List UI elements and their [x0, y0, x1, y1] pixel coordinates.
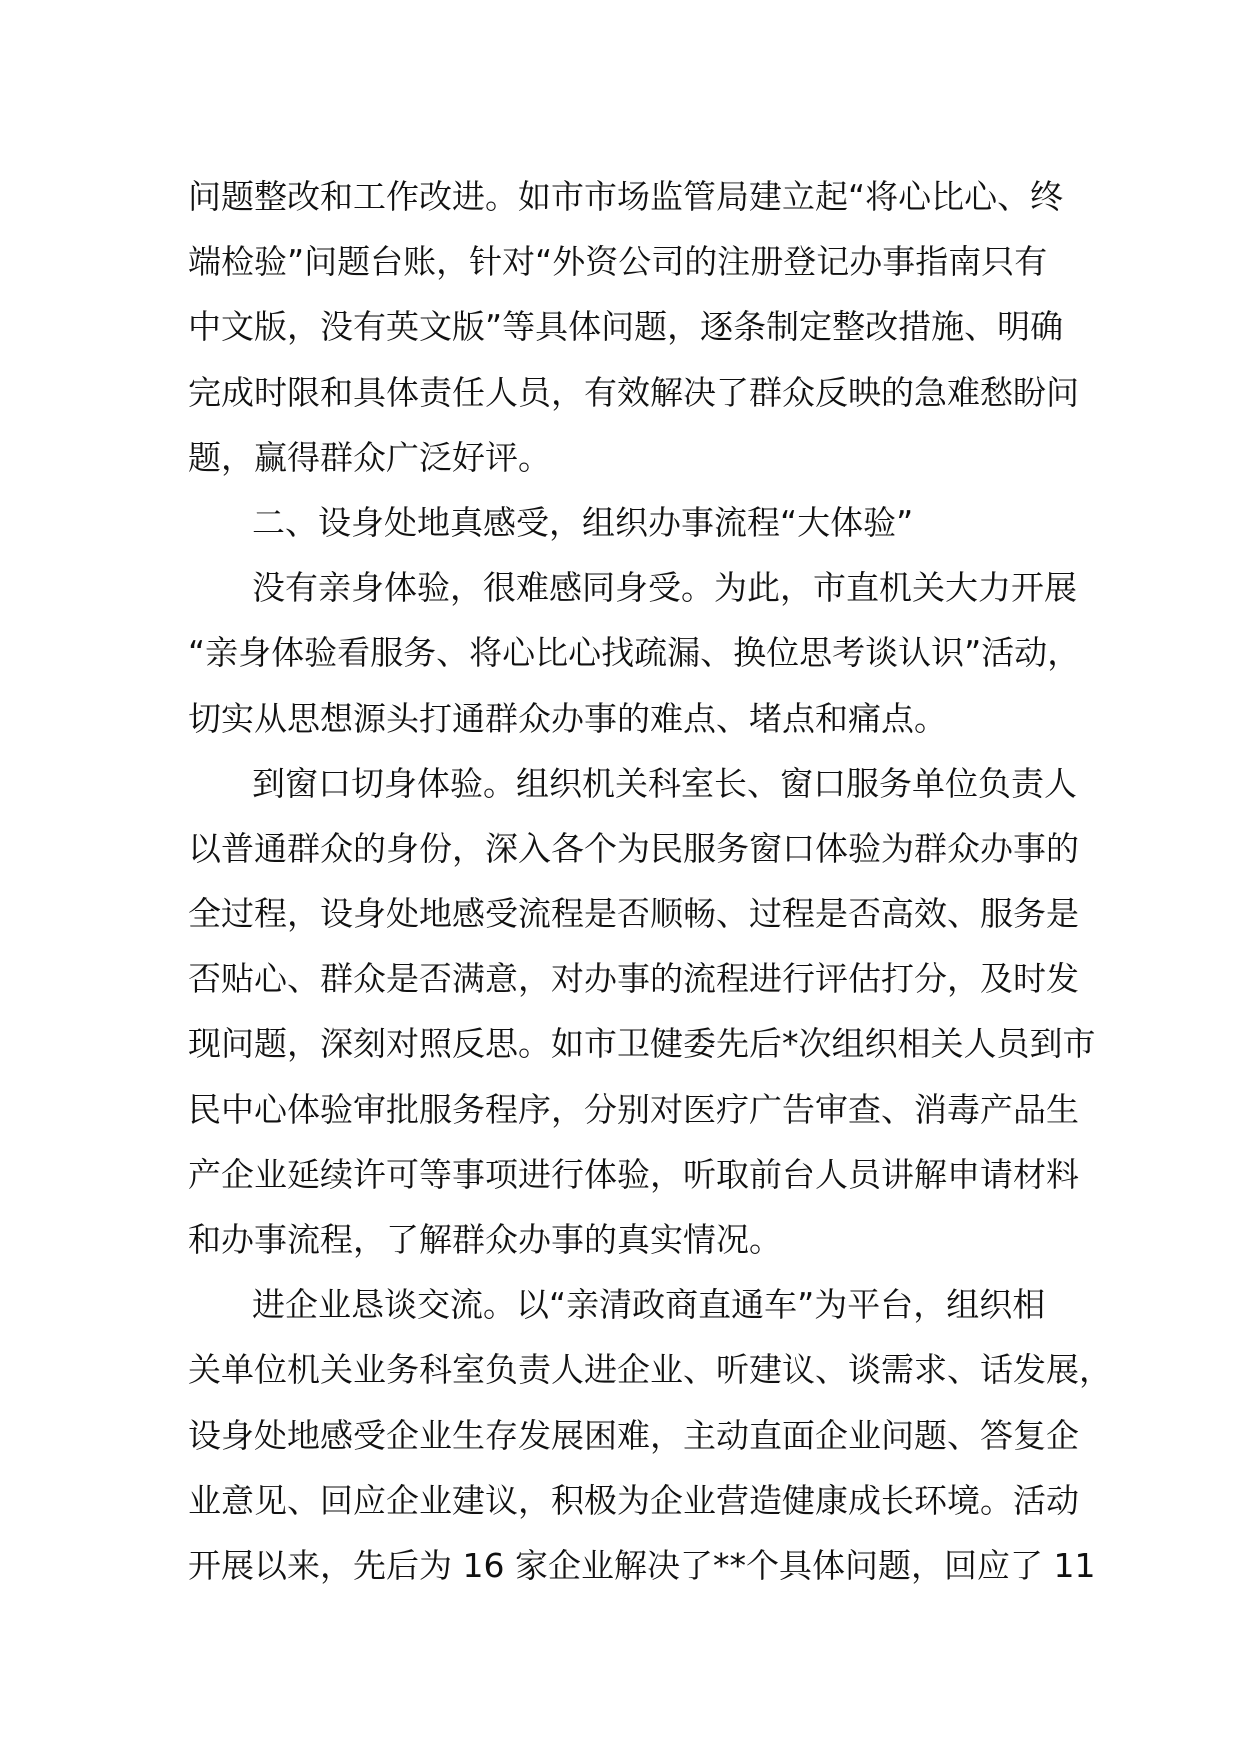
- text-line: 完成时限和具体责任人员，有效解决了群众反映的急难愁盼问: [188, 372, 1079, 412]
- text-line: 否贴心、群众是否满意，对办事的流程进行评估打分，及时发: [188, 959, 1079, 999]
- text-line: 业意见、回应企业建议，积极为企业营造健康成长环境。活动: [188, 1480, 1079, 1520]
- text-line: 设身处地感受企业生存发展困难，主动直面企业问题、答复企: [188, 1415, 1079, 1455]
- text-line: 题，赢得群众广泛好评。: [188, 437, 551, 477]
- text-line: 中文版，没有英文版”等具体问题，逐条制定整改措施、明确: [188, 307, 1064, 347]
- text-line: 进企业恳谈交流。以“亲清政商直通车”为平台，组织相: [252, 1285, 1046, 1325]
- section-heading: 二、设身处地真感受，组织办事流程“大体验”: [252, 502, 914, 542]
- text-line: 和办事流程，了解群众办事的真实情况。: [188, 1220, 782, 1259]
- text-line: 民中心体验审批服务程序，分别对医疗广告审查、消毒产品生: [188, 1089, 1079, 1129]
- text-line: 没有亲身体验，很难感同身受。为此，市直机关大力开展: [252, 568, 1077, 608]
- text-line: 切实从思想源头打通群众办事的难点、堵点和痛点。: [188, 698, 947, 738]
- text-line: 现问题，深刻对照反思。如市卫健委先后*次组织相关人员到市: [188, 1024, 1096, 1064]
- text-line: “亲身体验看服务、将心比心找疏漏、换位思考谈认识”活动，: [188, 633, 1081, 673]
- text-line: 端检验”问题台账，针对“外资公司的注册登记办事指南只有: [188, 242, 1048, 282]
- text-line: 开展以来，先后为 16 家企业解决了**个具体问题，回应了 11: [188, 1545, 1096, 1585]
- text-line: 到窗口切身体验。组织机关科室长、窗口服务单位负责人: [252, 763, 1077, 803]
- text-line: 问题整改和工作改进。如市市场监管局建立起“将心比心、终: [188, 177, 1064, 216]
- text-line: 全过程，设身处地感受流程是否顺畅、过程是否高效、服务是: [188, 894, 1079, 934]
- text-line: 产企业延续许可等事项进行体验，听取前台人员讲解申请材料: [188, 1154, 1079, 1194]
- text-line: 以普通群众的身份，深入各个为民服务窗口体验为群众办事的: [188, 828, 1079, 868]
- text-line: 关单位机关业务科室负责人进企业、听建议、谈需求、话发展，: [188, 1350, 1112, 1390]
- body-text: [188, 164, 1112, 1598]
